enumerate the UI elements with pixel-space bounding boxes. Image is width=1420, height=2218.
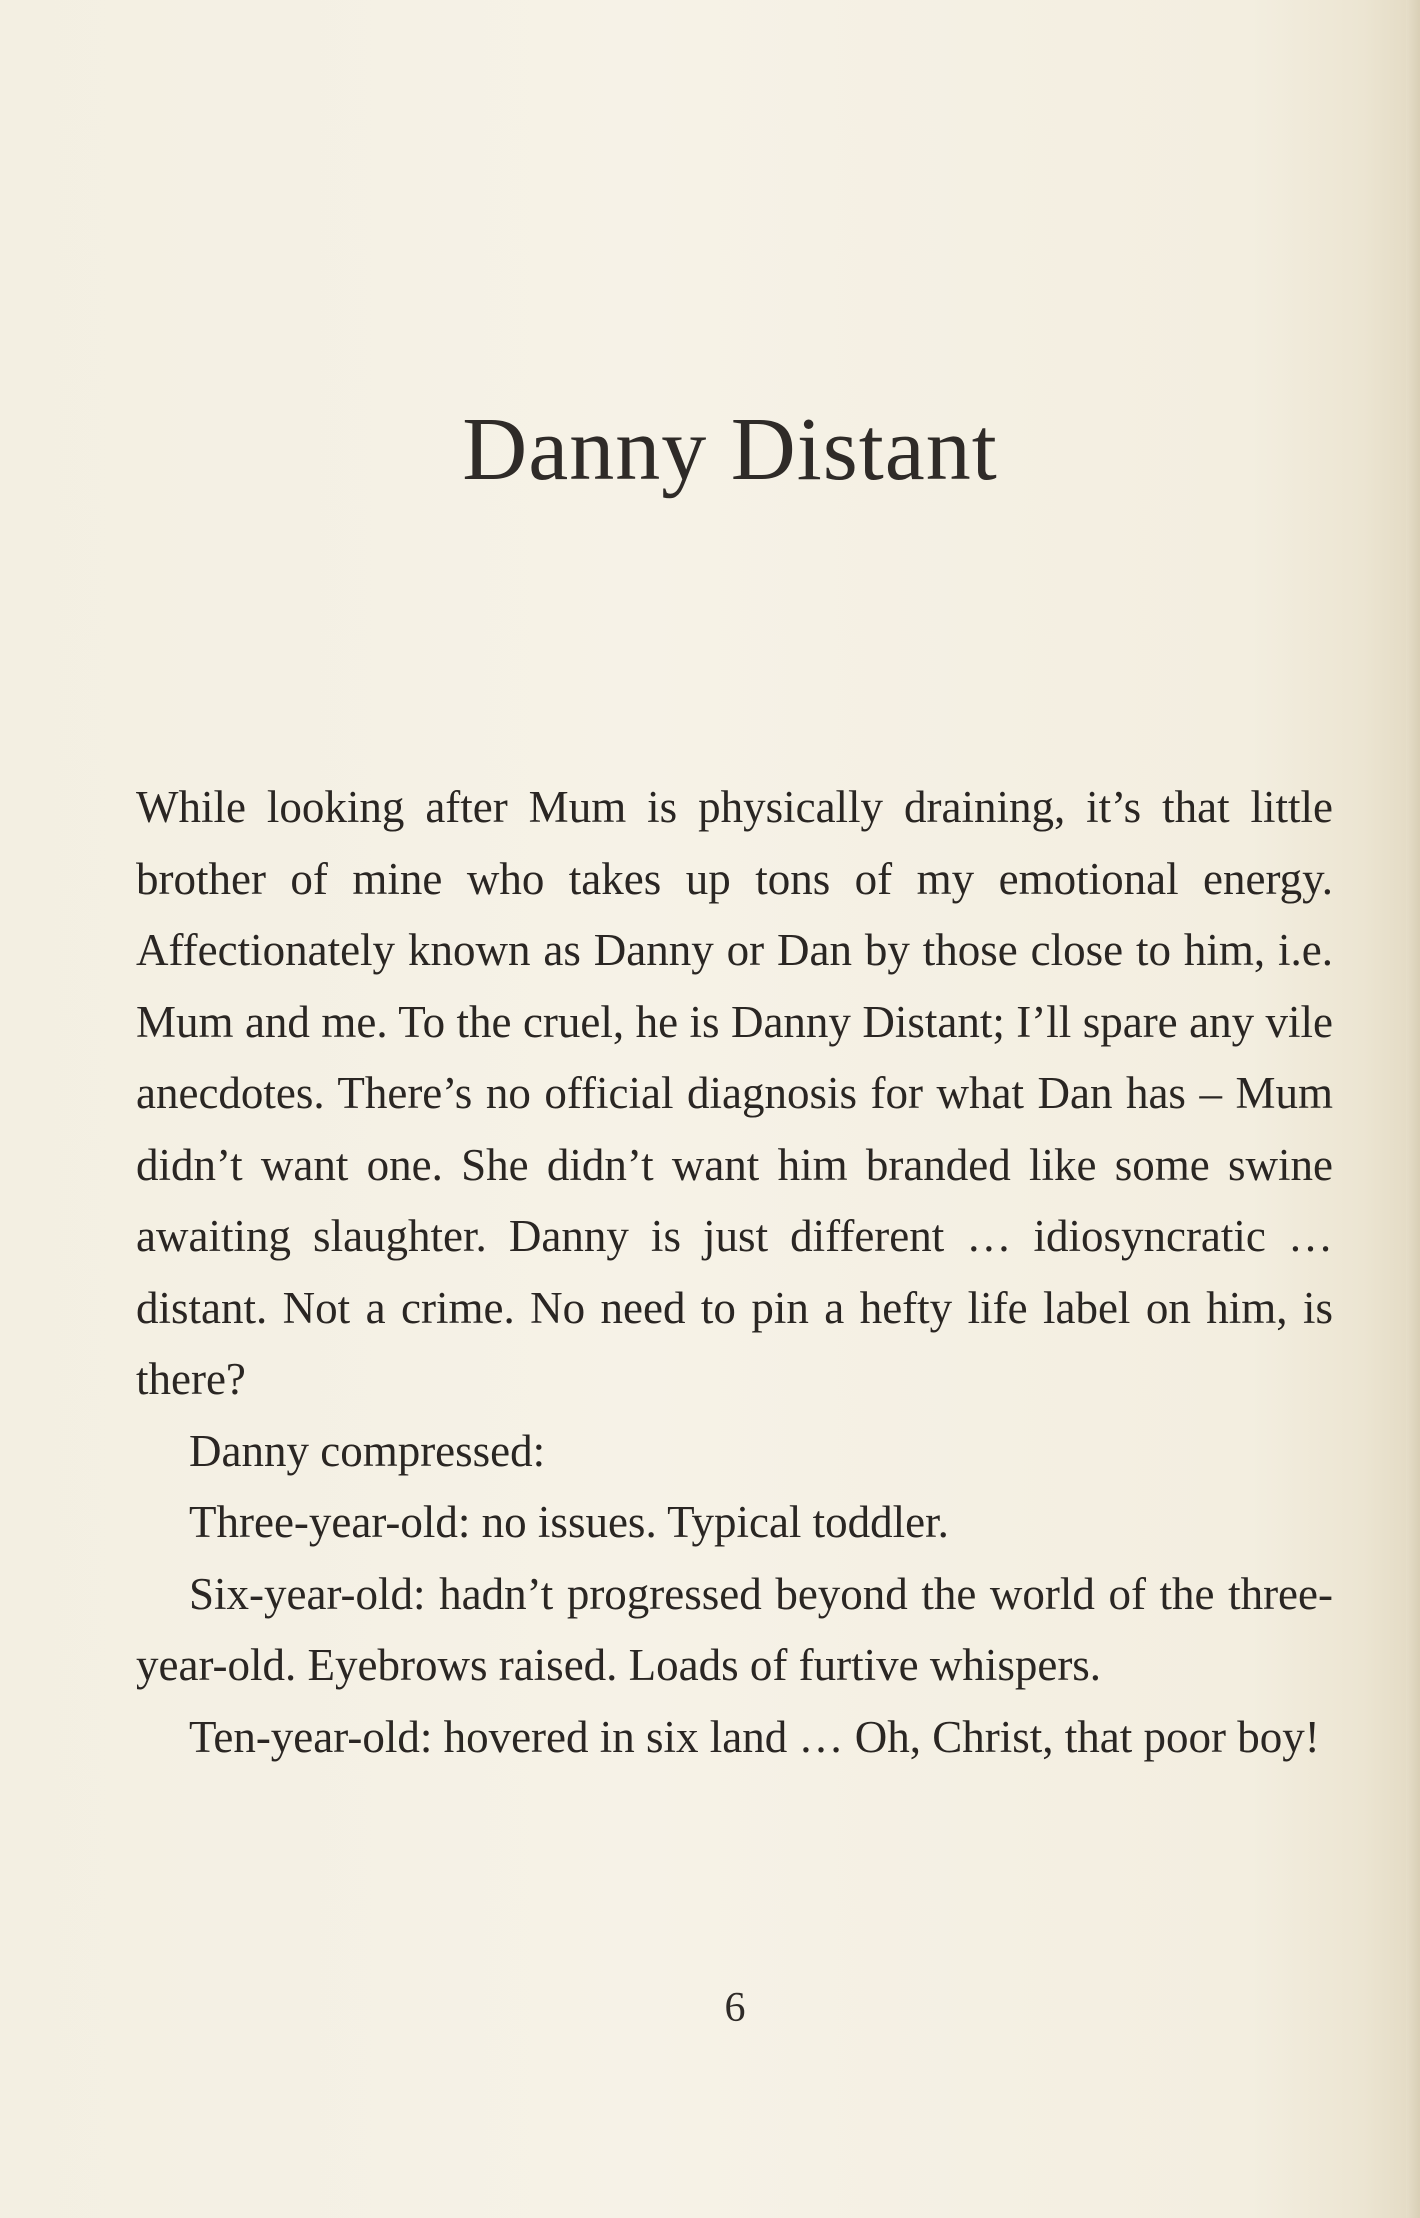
chapter-body (136, 772, 1333, 1773)
paragraph-danny-compressed: Danny compressed: (189, 1425, 546, 1476)
page-number: 6 (724, 1985, 746, 2031)
paragraph-six-year-old: Six-year-old: hadn’t progressed beyond the world of the three-year-old. Eyebrows raised. Loads of furtive whispers. (136, 1568, 1333, 1690)
paragraph-three-year-old: Three-year-old: no issues. Typical toddler. (189, 1497, 949, 1547)
paragraph-intro: While looking after Mum is physically draining, it’s that little brother of mine who takes up tons of my emotional energy. Affectionately known as Danny or Dan by those close to him, i.e. Mum and me. To the cruel, he is Danny Distant; I’ll spare any vile anecdotes. There’s no official diagnosis for what Dan has – Mum didn’t want one. She didn’t want him branded like some swine awaiting slaughter. Danny is just different … idiosyncratic … distant. Not a crime. No need to pin a hefty life label on him, is there? (136, 782, 1333, 1404)
chapter-title: Danny Distant (462, 400, 998, 499)
page-edge-shadow (1406, 0, 1420, 2218)
paragraph-ten-year-old: Ten-year-old: hovered in six land … Oh, Christ, that poor boy! (189, 1711, 1320, 1762)
